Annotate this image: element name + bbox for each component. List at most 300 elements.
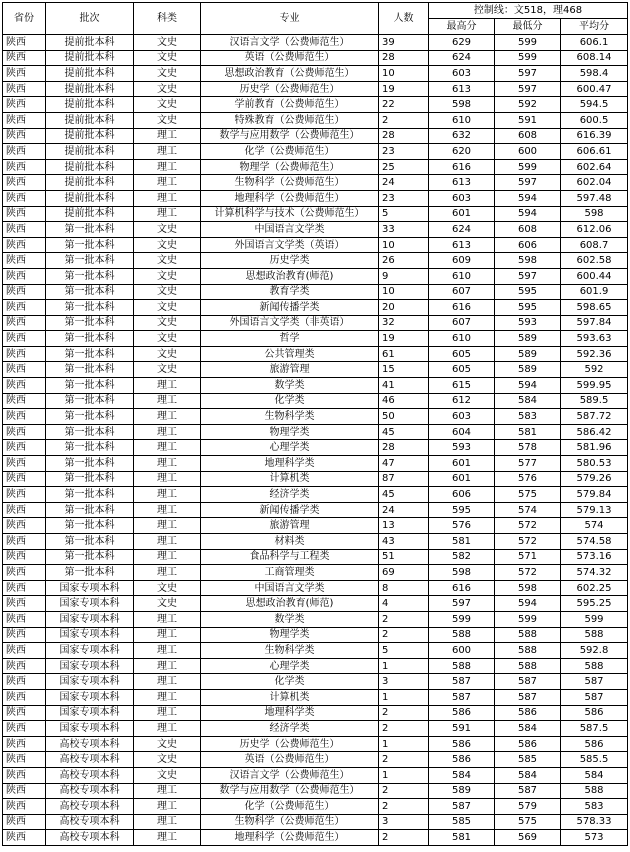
- cell-count: 2: [379, 627, 429, 643]
- cell-max-score: 610: [429, 331, 495, 347]
- table-row: [3, 814, 628, 830]
- cell-min-score: 569: [495, 830, 561, 846]
- cell-batch: 第一批本科: [46, 534, 134, 550]
- cell-min-score: 585: [495, 752, 561, 768]
- cell-batch: 提前批本科: [46, 66, 134, 82]
- cell-category: 理工: [134, 502, 201, 518]
- cell-min-score: 572: [495, 518, 561, 534]
- cell-max-score: 595: [429, 502, 495, 518]
- cell-avg-score: 598: [561, 206, 628, 222]
- cell-major: 思想政治教育（公费师范生）: [201, 66, 379, 82]
- cell-category: 文史: [134, 315, 201, 331]
- cell-max-score: 605: [429, 362, 495, 378]
- cell-category: 理工: [134, 674, 201, 690]
- cell-major: 化学（公费师范生）: [201, 799, 379, 815]
- cell-major: 汉语言文学（公费师范生）: [201, 35, 379, 51]
- cell-province: 陕西: [3, 534, 46, 550]
- cell-max-score: 613: [429, 81, 495, 97]
- cell-count: 39: [379, 35, 429, 51]
- cell-min-score: 588: [495, 627, 561, 643]
- cell-batch: 第一批本科: [46, 237, 134, 253]
- cell-province: 陕西: [3, 440, 46, 456]
- cell-count: 32: [379, 315, 429, 331]
- cell-batch: 第一批本科: [46, 565, 134, 581]
- cell-avg-score: 579.84: [561, 487, 628, 503]
- cell-province: 陕西: [3, 315, 46, 331]
- cell-major: 中国语言文学类: [201, 222, 379, 238]
- cell-min-score: 597: [495, 81, 561, 97]
- cell-min-score: 589: [495, 362, 561, 378]
- cell-count: 41: [379, 378, 429, 394]
- cell-avg-score: 602.64: [561, 159, 628, 175]
- cell-avg-score: 599.95: [561, 378, 628, 394]
- cell-count: 2: [379, 799, 429, 815]
- cell-count: 50: [379, 409, 429, 425]
- cell-major: 中国语言文学类: [201, 580, 379, 596]
- cell-max-score: 600: [429, 643, 495, 659]
- cell-major: 历史学（公费师范生）: [201, 81, 379, 97]
- cell-count: 15: [379, 362, 429, 378]
- cell-min-score: 599: [495, 50, 561, 66]
- cell-min-score: 575: [495, 487, 561, 503]
- cell-count: 1: [379, 767, 429, 783]
- cell-major: 物理学（公费师范生）: [201, 159, 379, 175]
- cell-batch: 国家专项本科: [46, 705, 134, 721]
- cell-province: 陕西: [3, 66, 46, 82]
- cell-category: 理工: [134, 378, 201, 394]
- cell-max-score: 591: [429, 721, 495, 737]
- cell-min-score: 608: [495, 128, 561, 144]
- cell-count: 13: [379, 518, 429, 534]
- cell-max-score: 613: [429, 237, 495, 253]
- cell-count: 2: [379, 721, 429, 737]
- cell-batch: 高校专项本科: [46, 830, 134, 846]
- table-row: [3, 565, 628, 581]
- cell-count: 28: [379, 440, 429, 456]
- cell-count: 2: [379, 611, 429, 627]
- cell-avg-score: 584: [561, 767, 628, 783]
- cell-avg-score: 606.61: [561, 144, 628, 160]
- table-row: [3, 611, 628, 627]
- cell-major: 计算机类: [201, 689, 379, 705]
- cell-count: 2: [379, 705, 429, 721]
- cell-category: 理工: [134, 393, 201, 409]
- cell-major: 学前教育（公费师范生）: [201, 97, 379, 113]
- cell-province: 陕西: [3, 658, 46, 674]
- cell-min-score: 599: [495, 159, 561, 175]
- cell-min-score: 584: [495, 767, 561, 783]
- cell-batch: 第一批本科: [46, 471, 134, 487]
- cell-major: 公共管理类: [201, 346, 379, 362]
- cell-min-score: 589: [495, 346, 561, 362]
- table-row: [3, 253, 628, 269]
- cell-count: 19: [379, 331, 429, 347]
- cell-min-score: 600: [495, 144, 561, 160]
- cell-avg-score: 592.36: [561, 346, 628, 362]
- cell-max-score: 616: [429, 159, 495, 175]
- cell-major: 旅游管理: [201, 362, 379, 378]
- cell-min-score: 594: [495, 596, 561, 612]
- cell-count: 10: [379, 284, 429, 300]
- cell-max-score: 610: [429, 268, 495, 284]
- cell-category: 理工: [134, 190, 201, 206]
- cell-category: 理工: [134, 456, 201, 472]
- cell-count: 2: [379, 752, 429, 768]
- cell-category: 文史: [134, 596, 201, 612]
- cell-category: 理工: [134, 643, 201, 659]
- table-row: [3, 268, 628, 284]
- cell-batch: 第一批本科: [46, 222, 134, 238]
- cell-avg-score: 592: [561, 362, 628, 378]
- cell-major: 化学（公费师范生）: [201, 144, 379, 160]
- cell-count: 26: [379, 253, 429, 269]
- cell-count: 69: [379, 565, 429, 581]
- cell-min-score: 572: [495, 534, 561, 550]
- table-row: [3, 128, 628, 144]
- cell-category: 理工: [134, 424, 201, 440]
- cell-major: 物理学类: [201, 627, 379, 643]
- cell-major: 生物科学（公费师范生）: [201, 175, 379, 191]
- cell-count: 9: [379, 268, 429, 284]
- cell-batch: 国家专项本科: [46, 627, 134, 643]
- cell-avg-score: 587.5: [561, 721, 628, 737]
- cell-avg-score: 597.48: [561, 190, 628, 206]
- cell-batch: 第一批本科: [46, 440, 134, 456]
- cell-avg-score: 588: [561, 627, 628, 643]
- cell-max-score: 584: [429, 767, 495, 783]
- cell-category: 理工: [134, 565, 201, 581]
- cell-major: 数学与应用数学（公费师范生）: [201, 783, 379, 799]
- cell-province: 陕西: [3, 253, 46, 269]
- cell-major: 旅游管理: [201, 518, 379, 534]
- cell-min-score: 608: [495, 222, 561, 238]
- cell-max-score: 616: [429, 300, 495, 316]
- cell-count: 20: [379, 300, 429, 316]
- cell-count: 3: [379, 674, 429, 690]
- cell-batch: 高校专项本科: [46, 799, 134, 815]
- cell-province: 陕西: [3, 565, 46, 581]
- cell-batch: 第一批本科: [46, 346, 134, 362]
- cell-min-score: 593: [495, 315, 561, 331]
- cell-province: 陕西: [3, 190, 46, 206]
- cell-major: 化学类: [201, 674, 379, 690]
- cell-category: 文史: [134, 268, 201, 284]
- table-row: [3, 627, 628, 643]
- cell-batch: 提前批本科: [46, 175, 134, 191]
- cell-max-score: 606: [429, 487, 495, 503]
- cell-major: 数学类: [201, 611, 379, 627]
- cell-batch: 高校专项本科: [46, 736, 134, 752]
- cell-min-score: 606: [495, 237, 561, 253]
- cell-major: 特殊教育（公费师范生）: [201, 112, 379, 128]
- cell-province: 陕西: [3, 705, 46, 721]
- table-row: [3, 300, 628, 316]
- cell-major: 工商管理类: [201, 565, 379, 581]
- cell-province: 陕西: [3, 814, 46, 830]
- cell-major: 思想政治教育(师范): [201, 596, 379, 612]
- cell-batch: 第一批本科: [46, 518, 134, 534]
- cell-count: 45: [379, 424, 429, 440]
- table-row: [3, 440, 628, 456]
- cell-max-score: 601: [429, 456, 495, 472]
- cell-province: 陕西: [3, 549, 46, 565]
- cell-max-score: 597: [429, 596, 495, 612]
- cell-avg-score: 587.72: [561, 409, 628, 425]
- cell-max-score: 576: [429, 518, 495, 534]
- cell-major: 计算机科学与技术（公费师范生）: [201, 206, 379, 222]
- cell-category: 文史: [134, 767, 201, 783]
- cell-province: 陕西: [3, 378, 46, 394]
- cell-min-score: 583: [495, 409, 561, 425]
- table-row: [3, 767, 628, 783]
- cell-avg-score: 600.5: [561, 112, 628, 128]
- cell-avg-score: 573.16: [561, 549, 628, 565]
- cell-max-score: 603: [429, 409, 495, 425]
- cell-count: 1: [379, 658, 429, 674]
- cell-major: 生物科学类: [201, 409, 379, 425]
- cell-min-score: 598: [495, 253, 561, 269]
- cell-province: 陕西: [3, 112, 46, 128]
- table-row: [3, 66, 628, 82]
- table-row: [3, 159, 628, 175]
- cell-batch: 第一批本科: [46, 409, 134, 425]
- cell-major: 化学类: [201, 393, 379, 409]
- cell-count: 45: [379, 487, 429, 503]
- cell-avg-score: 608.14: [561, 50, 628, 66]
- cell-max-score: 609: [429, 253, 495, 269]
- cell-avg-score: 586.42: [561, 424, 628, 440]
- cell-max-score: 598: [429, 565, 495, 581]
- cell-province: 陕西: [3, 424, 46, 440]
- cell-batch: 国家专项本科: [46, 721, 134, 737]
- cell-category: 文史: [134, 97, 201, 113]
- cell-min-score: 595: [495, 284, 561, 300]
- cell-batch: 提前批本科: [46, 159, 134, 175]
- table-row: [3, 456, 628, 472]
- header-min-score: 最低分: [495, 19, 561, 35]
- table-row: [3, 471, 628, 487]
- cell-category: 理工: [134, 549, 201, 565]
- cell-major: 外国语言文学类（英语）: [201, 237, 379, 253]
- cell-avg-score: 574: [561, 518, 628, 534]
- cell-min-score: 589: [495, 331, 561, 347]
- table-row: [3, 50, 628, 66]
- table-row: [3, 222, 628, 238]
- cell-max-score: 598: [429, 97, 495, 113]
- cell-max-score: 605: [429, 346, 495, 362]
- table-row: [3, 580, 628, 596]
- cell-province: 陕西: [3, 456, 46, 472]
- cell-major: 新闻传播学类: [201, 300, 379, 316]
- cell-province: 陕西: [3, 300, 46, 316]
- cell-avg-score: 600.47: [561, 81, 628, 97]
- cell-batch: 第一批本科: [46, 362, 134, 378]
- cell-major: 历史学（公费师范生）: [201, 736, 379, 752]
- table-row: [3, 237, 628, 253]
- cell-count: 28: [379, 128, 429, 144]
- cell-avg-score: 588: [561, 658, 628, 674]
- cell-batch: 第一批本科: [46, 315, 134, 331]
- cell-count: 46: [379, 393, 429, 409]
- cell-avg-score: 578.33: [561, 814, 628, 830]
- cell-min-score: 587: [495, 689, 561, 705]
- cell-count: 4: [379, 596, 429, 612]
- cell-major: 历史学类: [201, 253, 379, 269]
- cell-province: 陕西: [3, 471, 46, 487]
- cell-category: 文史: [134, 331, 201, 347]
- cell-major: 地理科学（公费师范生）: [201, 190, 379, 206]
- cell-province: 陕西: [3, 159, 46, 175]
- cell-count: 24: [379, 175, 429, 191]
- cell-avg-score: 599: [561, 611, 628, 627]
- header-category: 科类: [134, 3, 201, 35]
- cell-count: 24: [379, 502, 429, 518]
- cell-max-score: 613: [429, 175, 495, 191]
- cell-max-score: 586: [429, 752, 495, 768]
- cell-batch: 国家专项本科: [46, 643, 134, 659]
- cell-category: 理工: [134, 440, 201, 456]
- cell-min-score: 578: [495, 440, 561, 456]
- cell-category: 理工: [134, 206, 201, 222]
- cell-avg-score: 589.5: [561, 393, 628, 409]
- cell-avg-score: 606.1: [561, 35, 628, 51]
- table-row: [3, 393, 628, 409]
- table-row: [3, 206, 628, 222]
- table-row: [3, 658, 628, 674]
- cell-province: 陕西: [3, 35, 46, 51]
- table-row: [3, 736, 628, 752]
- header-province: 省份: [3, 3, 46, 35]
- cell-avg-score: 595.25: [561, 596, 628, 612]
- cell-max-score: 587: [429, 689, 495, 705]
- cell-max-score: 610: [429, 112, 495, 128]
- cell-batch: 第一批本科: [46, 331, 134, 347]
- table-row: [3, 705, 628, 721]
- cell-count: 10: [379, 66, 429, 82]
- cell-max-score: 604: [429, 424, 495, 440]
- cell-major: 材料类: [201, 534, 379, 550]
- cell-major: 食品科学与工程类: [201, 549, 379, 565]
- cell-min-score: 584: [495, 393, 561, 409]
- table-row: [3, 346, 628, 362]
- cell-min-score: 591: [495, 112, 561, 128]
- cell-province: 陕西: [3, 518, 46, 534]
- cell-category: 理工: [134, 159, 201, 175]
- table-row: [3, 518, 628, 534]
- cell-count: 3: [379, 814, 429, 830]
- cell-min-score: 574: [495, 502, 561, 518]
- cell-max-score: 607: [429, 284, 495, 300]
- cell-avg-score: 579.13: [561, 502, 628, 518]
- cell-category: 文史: [134, 362, 201, 378]
- cell-min-score: 586: [495, 736, 561, 752]
- cell-category: 文史: [134, 222, 201, 238]
- cell-batch: 高校专项本科: [46, 767, 134, 783]
- cell-major: 外国语言文学类（非英语）: [201, 315, 379, 331]
- admission-scores-table: [2, 2, 628, 846]
- cell-avg-score: 600.44: [561, 268, 628, 284]
- cell-max-score: 629: [429, 35, 495, 51]
- cell-min-score: 599: [495, 35, 561, 51]
- cell-max-score: 632: [429, 128, 495, 144]
- cell-batch: 提前批本科: [46, 50, 134, 66]
- cell-max-score: 607: [429, 315, 495, 331]
- cell-batch: 第一批本科: [46, 253, 134, 269]
- cell-category: 文史: [134, 253, 201, 269]
- table-row: [3, 35, 628, 51]
- cell-category: 文史: [134, 81, 201, 97]
- cell-count: 33: [379, 222, 429, 238]
- cell-province: 陕西: [3, 580, 46, 596]
- table-row: [3, 674, 628, 690]
- cell-category: 理工: [134, 534, 201, 550]
- cell-min-score: 572: [495, 565, 561, 581]
- cell-count: 43: [379, 534, 429, 550]
- cell-category: 文史: [134, 237, 201, 253]
- cell-avg-score: 598.65: [561, 300, 628, 316]
- cell-count: 23: [379, 190, 429, 206]
- cell-province: 陕西: [3, 627, 46, 643]
- table-row: [3, 175, 628, 191]
- cell-batch: 国家专项本科: [46, 596, 134, 612]
- table-row: [3, 689, 628, 705]
- cell-count: 22: [379, 97, 429, 113]
- cell-max-score: 624: [429, 222, 495, 238]
- cell-max-score: 582: [429, 549, 495, 565]
- cell-min-score: 592: [495, 97, 561, 113]
- cell-category: 理工: [134, 830, 201, 846]
- cell-province: 陕西: [3, 689, 46, 705]
- table-row: [3, 315, 628, 331]
- cell-min-score: 584: [495, 721, 561, 737]
- cell-major: 心理学类: [201, 440, 379, 456]
- cell-category: 文史: [134, 752, 201, 768]
- cell-category: 文史: [134, 50, 201, 66]
- cell-count: 2: [379, 112, 429, 128]
- cell-count: 47: [379, 456, 429, 472]
- cell-count: 2: [379, 830, 429, 846]
- cell-batch: 第一批本科: [46, 300, 134, 316]
- cell-batch: 第一批本科: [46, 284, 134, 300]
- cell-province: 陕西: [3, 284, 46, 300]
- cell-count: 25: [379, 159, 429, 175]
- cell-batch: 国家专项本科: [46, 674, 134, 690]
- cell-avg-score: 581.96: [561, 440, 628, 456]
- cell-major: 地理科学（公费师范生）: [201, 830, 379, 846]
- cell-major: 物理学类: [201, 424, 379, 440]
- table-row: [3, 549, 628, 565]
- cell-major: 英语（公费师范生）: [201, 50, 379, 66]
- cell-major: 经济学类: [201, 487, 379, 503]
- cell-category: 文史: [134, 35, 201, 51]
- cell-min-score: 577: [495, 456, 561, 472]
- cell-batch: 第一批本科: [46, 378, 134, 394]
- cell-batch: 高校专项本科: [46, 752, 134, 768]
- cell-category: 理工: [134, 658, 201, 674]
- cell-category: 理工: [134, 627, 201, 643]
- header-row: [3, 3, 628, 19]
- table-row: [3, 752, 628, 768]
- cell-major: 英语（公费师范生）: [201, 752, 379, 768]
- table-row: [3, 783, 628, 799]
- cell-max-score: 603: [429, 66, 495, 82]
- header-max-score: 最高分: [429, 19, 495, 35]
- table-row: [3, 502, 628, 518]
- cell-province: 陕西: [3, 331, 46, 347]
- cell-count: 51: [379, 549, 429, 565]
- cell-avg-score: 592.8: [561, 643, 628, 659]
- table-row: [3, 378, 628, 394]
